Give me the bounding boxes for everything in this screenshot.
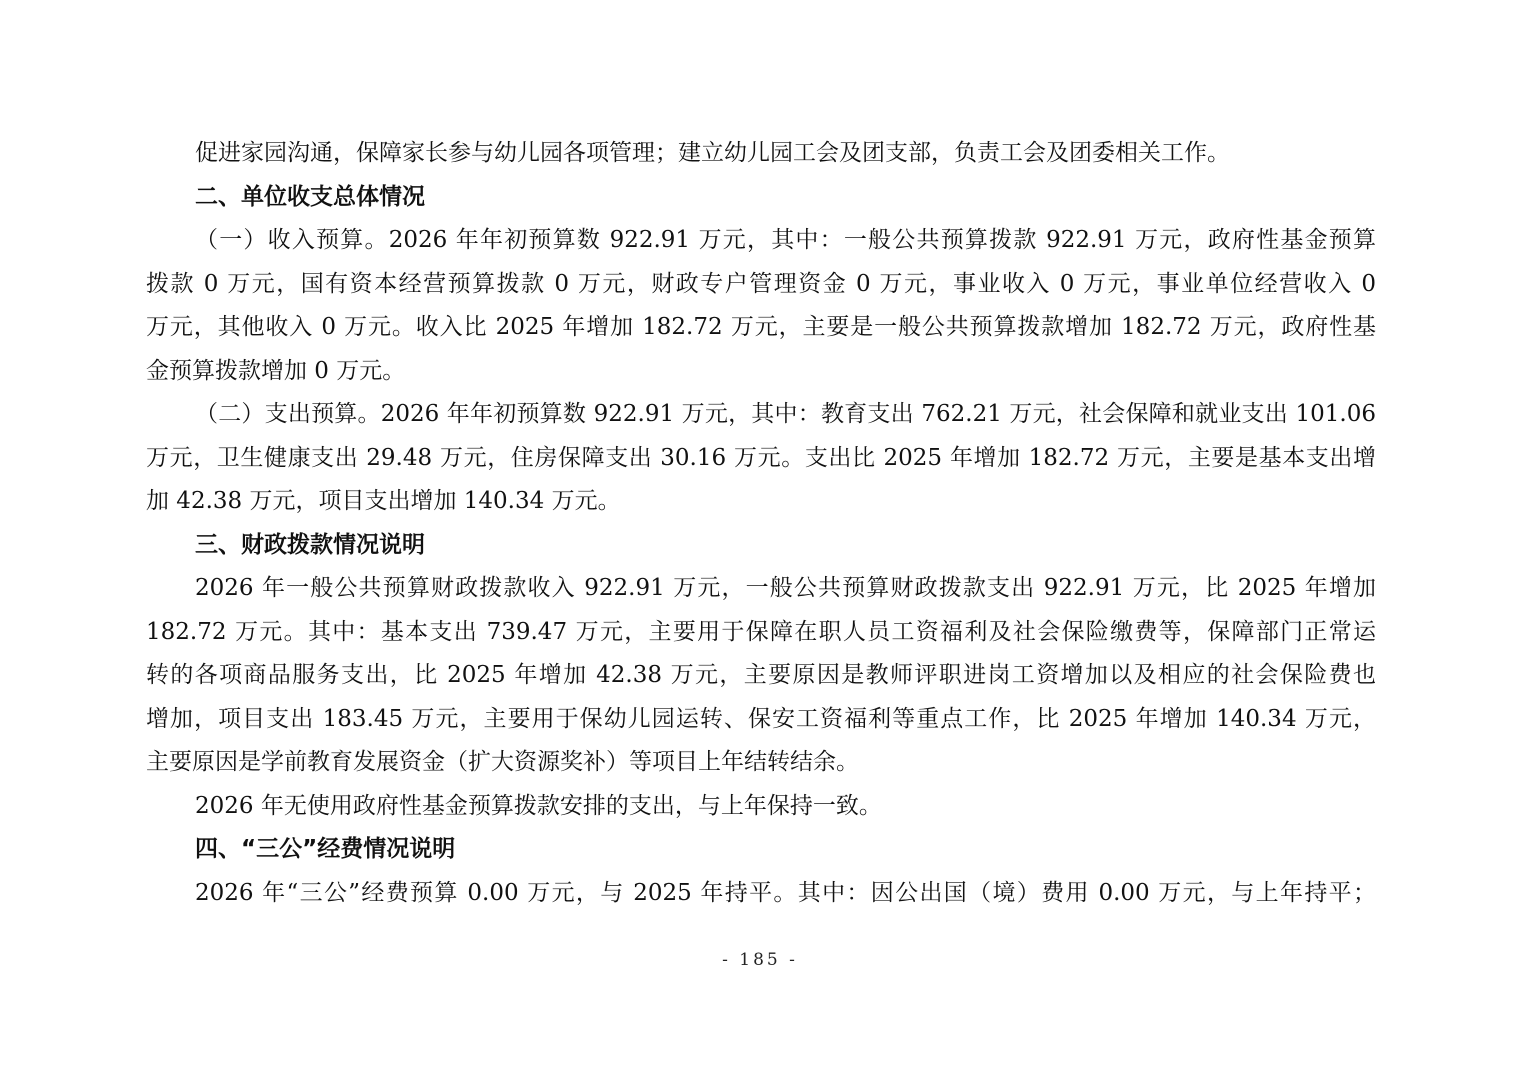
paragraph-line: 万元，其他收入 0 万元。收入比 2025 年增加 182.72 万元，主要是一般公共预算拨款增加 182.72 万元，政府性基 — [146, 314, 1376, 340]
paragraph-line: 拨款 0 万元，国有资本经营预算拨款 0 万元，财政专户管理资金 0 万元，事业收入 0 万元，事业单位经营收入 0 — [146, 270, 1376, 297]
section-heading: 四、“三公”经费情况说明 — [195, 836, 456, 862]
page-number: - 185 - — [722, 950, 798, 970]
paragraph-line: 2026 年“三公”经费预算 0.00 万元，与 2025 年持平。其中：因公出国（境）费用 0.00 万元，与上年持平； — [195, 879, 1376, 906]
paragraph-line: 182.72 万元。其中：基本支出 739.47 万元，主要用于保障在职人员工资福利及社会保险缴费等，保障部门正常运 — [146, 618, 1376, 645]
paragraph-line: 金预算拨款增加 0 万元。 — [146, 357, 406, 384]
paragraph-line: 转的各项商品服务支出，比 2025 年增加 42.38 万元，主要原因是教师评职进岗工资增加以及相应的社会保险费也 — [146, 662, 1376, 688]
section-heading: 二、单位收支总体情况 — [195, 183, 425, 210]
paragraph-line: 万元，卫生健康支出 29.48 万元，住房保障支出 30.16 万元。支出比 2025 年增加 182.72 万元，主要是基本支出增 — [146, 444, 1376, 471]
paragraph-line: 2026 年无使用政府性基金预算拨款安排的支出，与上年保持一致。 — [195, 792, 882, 819]
paragraph-line: （一）收入预算。2026 年年初预算数 922.91 万元，其中：一般公共预算拨款 922.91 万元，政府性基金预算 — [195, 227, 1376, 253]
paragraph-line: 加 42.38 万元，项目支出增加 140.34 万元。 — [146, 488, 621, 514]
paragraph-line: 促进家园沟通，保障家长参与幼儿园各项管理；建立幼儿园工会及团支部，负责工会及团委相关工作。 — [195, 140, 1230, 166]
paragraph-line: 主要原因是学前教育发展资金（扩大资源奖补）等项目上年结转结余。 — [146, 749, 859, 775]
paragraph-line: 2026 年一般公共预算财政拨款收入 922.91 万元，一般公共预算财政拨款支出 922.91 万元，比 2025 年增加 — [195, 575, 1376, 601]
paragraph-line: （二）支出预算。2026 年年初预算数 922.91 万元，其中：教育支出 762.21 万元，社会保障和就业支出 101.06 — [195, 401, 1376, 427]
document-body — [146, 132, 1376, 915]
paragraph-line: 增加，项目支出 183.45 万元，主要用于保幼儿园运转、保安工资福利等重点工作，比 2025 年增加 140.34 万元， — [146, 705, 1376, 732]
section-heading: 三、财政拨款情况说明 — [195, 531, 425, 558]
